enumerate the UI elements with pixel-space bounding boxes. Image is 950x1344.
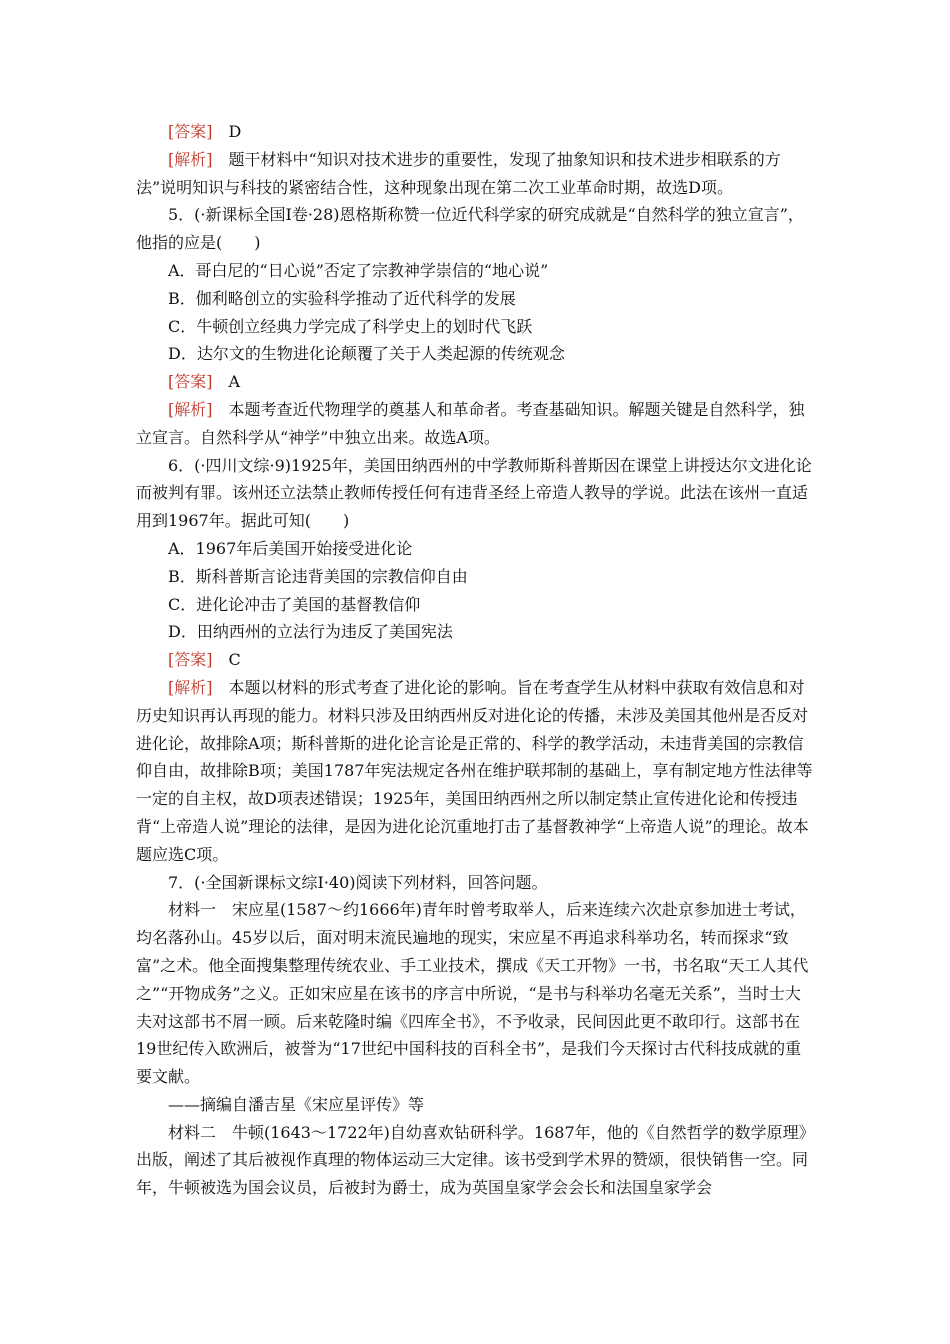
answer-tag: [答案]	[168, 122, 213, 141]
answer-value: D	[228, 122, 242, 141]
analysis-text: 题干材料中“知识对技术进步的重要性，发现了抽象知识和技术进步相联系的方法”说明知识与科技的紧密结合性，这种现象出现在第二次工业革命时期，故选D项。	[136, 149, 781, 197]
q6-option-d: D．田纳西州的立法行为违反了美国宪法	[168, 622, 453, 642]
q6-stem: 6．(·四川文综·9)1925年，美国田纳西州的中学教师斯科普斯因在课堂上讲授达尔文进化论而被判有罪。该州还立法禁止教师传授任何有违背圣经上帝造人教导的学说。此法在该州一直适用到1967年。据此可知( )	[136, 455, 812, 531]
q6-analysis	[136, 674, 816, 869]
analysis-tag: [解析]	[168, 149, 213, 169]
q7-stem: 7．(·全国新课标文综Ⅰ·40)阅读下列材料，回答问题。	[168, 872, 548, 892]
answer-tag: [答案]	[168, 650, 213, 670]
q6-option-c: C．进化论冲击了美国的基督教信仰	[168, 594, 421, 614]
q6-option-a: A．1967年后美国开始接受进化论	[168, 538, 413, 558]
analysis-tag: [解析]	[168, 677, 213, 697]
q6-option-b: B．斯科普斯言论违背美国的宗教信仰自由	[168, 566, 468, 586]
q5-option-b: B．伽利略创立的实验科学推动了近代科学的发展	[168, 288, 516, 308]
q7-material-2: 材料二 牛顿(1643～1722年)自幼喜欢钻研科学。1687年，他的《自然哲学的数学原理》出版，阐述了其后被视作真理的物体运动三大定律。该书受到学术界的赞颂，很快销售一空。同年，牛顿被选为国会议员，后被封为爵士，成为英国皇家学会会长和法国皇家学会	[136, 1122, 815, 1198]
q5-analysis	[136, 396, 816, 452]
answer-tag: [答案]	[168, 372, 213, 392]
analysis-text: 本题考查近代物理学的奠基人和革命者。考查基础知识。解题关键是自然科学，独立宣言。自然科学从“神学”中独立出来。故选A项。	[136, 399, 805, 447]
answer-value: C	[228, 650, 241, 670]
q5-stem: 5．(·新课标全国Ⅰ卷·28)恩格斯称赞一位近代科学家的研究成就是“自然科学的独立宣言”，他指的应是( )	[136, 205, 804, 253]
q5-answer	[136, 368, 816, 396]
answer-value: A	[228, 372, 241, 392]
q5-option-d: D．达尔文的生物进化论颠覆了关于人类起源的传统观念	[168, 344, 565, 364]
q6-answer	[136, 646, 816, 674]
analysis-tag: [解析]	[168, 399, 213, 419]
q7-material-1: 材料一 宋应星(1587～约1666年)青年时曾考取举人，后来连续六次赴京参加进士考试，均名落孙山。45岁以后，面对明末流民遍地的现实，宋应星不再追求科举功名，转而探求“致富”之术。他全面搜集整理传统农业、手工业技术，撰成《天工开物》一书，书名取“天工人其代之”“开物成务”之义。正如宋应星在该书的序言中所说，“是书与科举功名毫无关系”，当时士大夫对这部书不屑一顾。后来乾隆时编《四库全书》，不予收录，民间因此更不敢印行。这部书在19世纪传入欧洲后，被誉为“17世纪中国科技的百科全书”，是我们今天探讨古代科技成就的重要文献。	[136, 900, 809, 1087]
document-body	[136, 118, 816, 1202]
q5-option-a: A．哥白尼的“日心说”否定了宗教神学崇信的“地心说”	[168, 260, 549, 280]
q7-source-1: ——摘编自潘吉星《宋应星评传》等	[168, 1094, 425, 1114]
q5-option-c: C．牛顿创立经典力学完成了科学史上的划时代飞跃	[168, 316, 533, 336]
q4-analysis	[136, 146, 816, 202]
q4-answer	[136, 118, 816, 146]
analysis-text: 本题以材料的形式考查了进化论的影响。旨在考查学生从材料中获取有效信息和对历史知识再认再现的能力。材料只涉及田纳西州反对进化论的传播，未涉及美国其他州是否反对进化论，故排除A项；斯科普斯的进化论言论是正常的、科学的教学活动，未违背美国的宗教信仰自由，故排除B项；美国1787年宪法规定各州在维护联邦制的基础上，享有制定地方性法律等一定的自主权，故D项表述错误；1925年，美国田纳西州之所以制定禁止宣传进化论和传授违背“上帝造人说”理论的法律，是因为进化论沉重地打击了基督教神学“上帝造人说”的理论。故本题应选C项。	[136, 677, 813, 864]
